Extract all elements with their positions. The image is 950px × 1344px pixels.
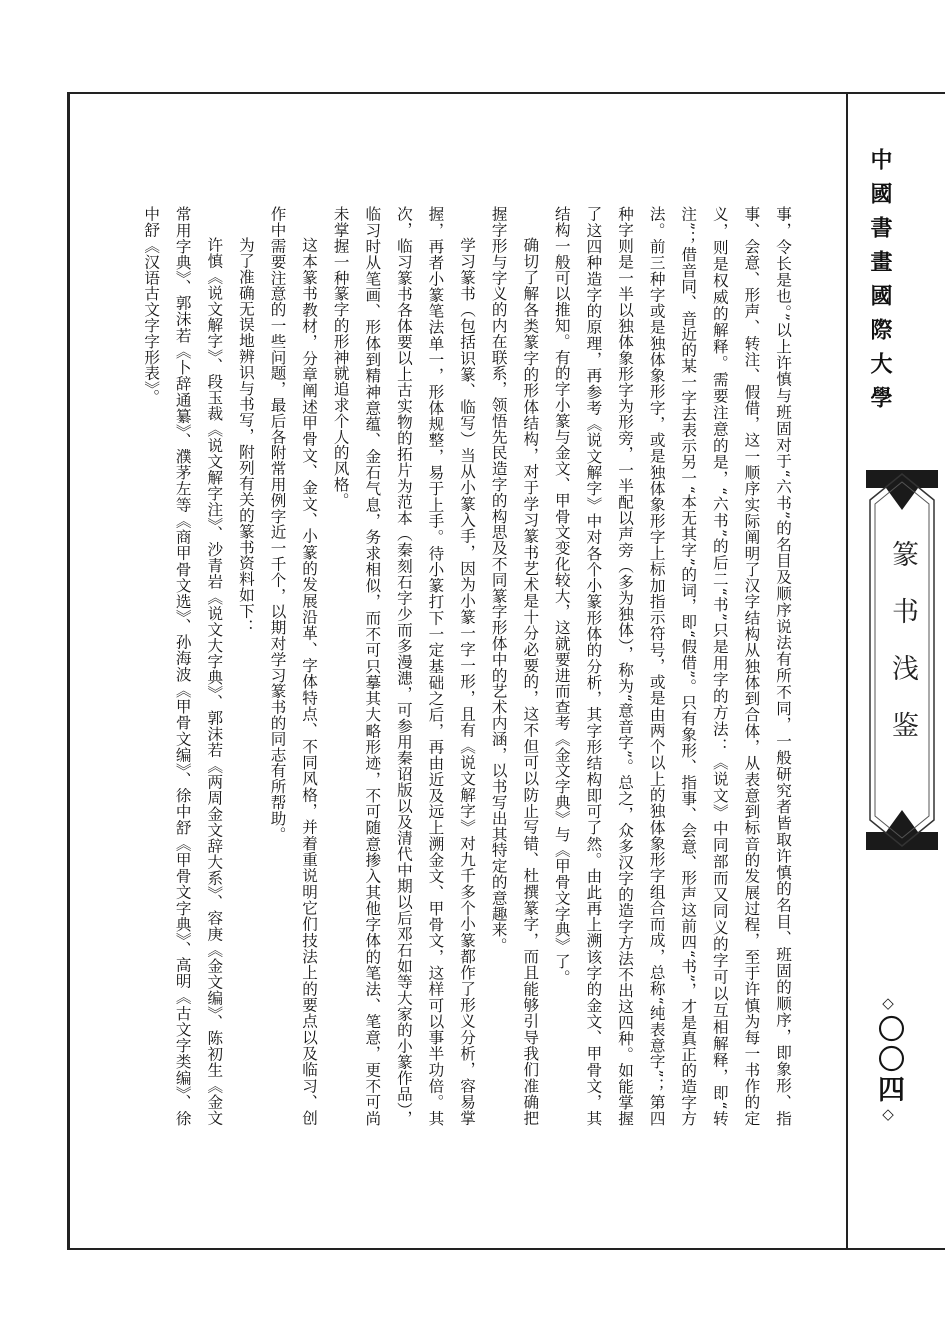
book-title: 篆书浅鉴 <box>887 540 918 768</box>
diamond-ornament-icon: ◇ <box>879 994 897 1015</box>
book-title-cartouche <box>866 470 938 850</box>
page-number-value: 〇〇四 <box>873 1015 904 1105</box>
page-number <box>866 990 910 1130</box>
diamond-ornament-icon: ◇ <box>879 1105 897 1126</box>
paragraph: 确切了解各类篆字的形体结构，对于学习篆书艺术是十分必要的，这不但可以防止写错、杜撰篆字，而且能够引导我们准确把握字形与字义的内在联系，领悟先民造字的构思及不同篆字形体中的艺术内涵，以书写出其特定的意趣来。 <box>489 206 540 1126</box>
paragraph: 这本篆书教材，分章阐述甲骨文、金文、小篆的发展沿革、字体特点、不同风格，并着重说明它们技法上的要点以及临习、创作中需要注意的一些问题，最后各附常用例字近一千个，以期对学习篆书的同志有所帮助。 <box>268 206 319 1126</box>
paragraph: 学习篆书（包括识篆、临写）当从小篆入手，因为小篆一字一形，且有《说文解字》对九千多个小篆都作了形义分析，容易掌握，再者小篆笔法单一，形体规整，易于上手。待小篆打下一定基础之后，再由近及远上溯金文、甲骨文，这样可以事半功倍。其次，临习篆书各体要以上古实物的拓片为范本（秦刻石字少而多漫漶，可参用秦诏版以及清代中期以后邓石如等大家的小篆作品），临习时从笔画、形体到精神意蕴、金石气息，务求相似，而不可只摹其大略形迹，不可随意掺入其他字体的笔法、笔意，更不可尚未掌握一种篆字的形神就追求个人的风格。 <box>331 206 477 1126</box>
paragraph: 为了准确无误地辨识与书写，附列有关的篆书资料如下： <box>236 237 255 635</box>
body-text <box>135 206 798 1126</box>
margin-divider <box>846 92 848 1250</box>
paragraph: 事，令长是也。”以上许慎与班固对于“六书”的名目及顺序说法有所不同，一般研究者皆取许慎的名目、班固的顺序，即象形、指事、会意、形声、转注、假借，这一顺序实际阐明了汉字结构从独体到合体，从表意到标音的发展过程，至于许慎为每一书作的定义，则是权威的解释。需要注意的是，“六书”的后二“书”只是用字的方法：《说文》中同部而又同义的字可以互相解释，即“转注”；借音同、音近的某一字去表示另一“本无其字”的词，即“假借”。只有象形、指事、会意、形声这前四“书”，才是真正的造字方法。前三种字或是独体象形字，或是独体象形字上标加指示符号，或是由两个以上的独体象形字组合而成，总称“纯表意字”；第四种字则是一半以独体象形字为形旁，一半配以声旁（多为独体），称为“意音字”。总之，众多汉字的造字方法不出这四种。如能掌握了这四种造字的原理，再参考《说文解字》中对各个小篆形体的分析，其字形结构即可了然。由此再上溯该字的金文、甲骨文，其结构一般可以推知。有的字小篆与金文、甲骨文变化较大，这就要进而查考《金文字典》与《甲骨文字典》了。 <box>552 206 792 1126</box>
paragraph: 许慎《说文解字》、段玉裁《说文解字注》、沙青岩《说文大字典》、郭沫若《两周金文辞大系》、容庚《金文编》、陈初生《金文常用字典》、郭沫若《卜辞通纂》、濮茅左等《商甲骨文选》、孙海波《甲骨文编》、徐中舒《甲骨文字典》、高明《古文字类编》、徐中舒《汉语古文字字形表》。 <box>142 206 224 1126</box>
header-title: 中國書畫國際大學 <box>867 148 893 420</box>
